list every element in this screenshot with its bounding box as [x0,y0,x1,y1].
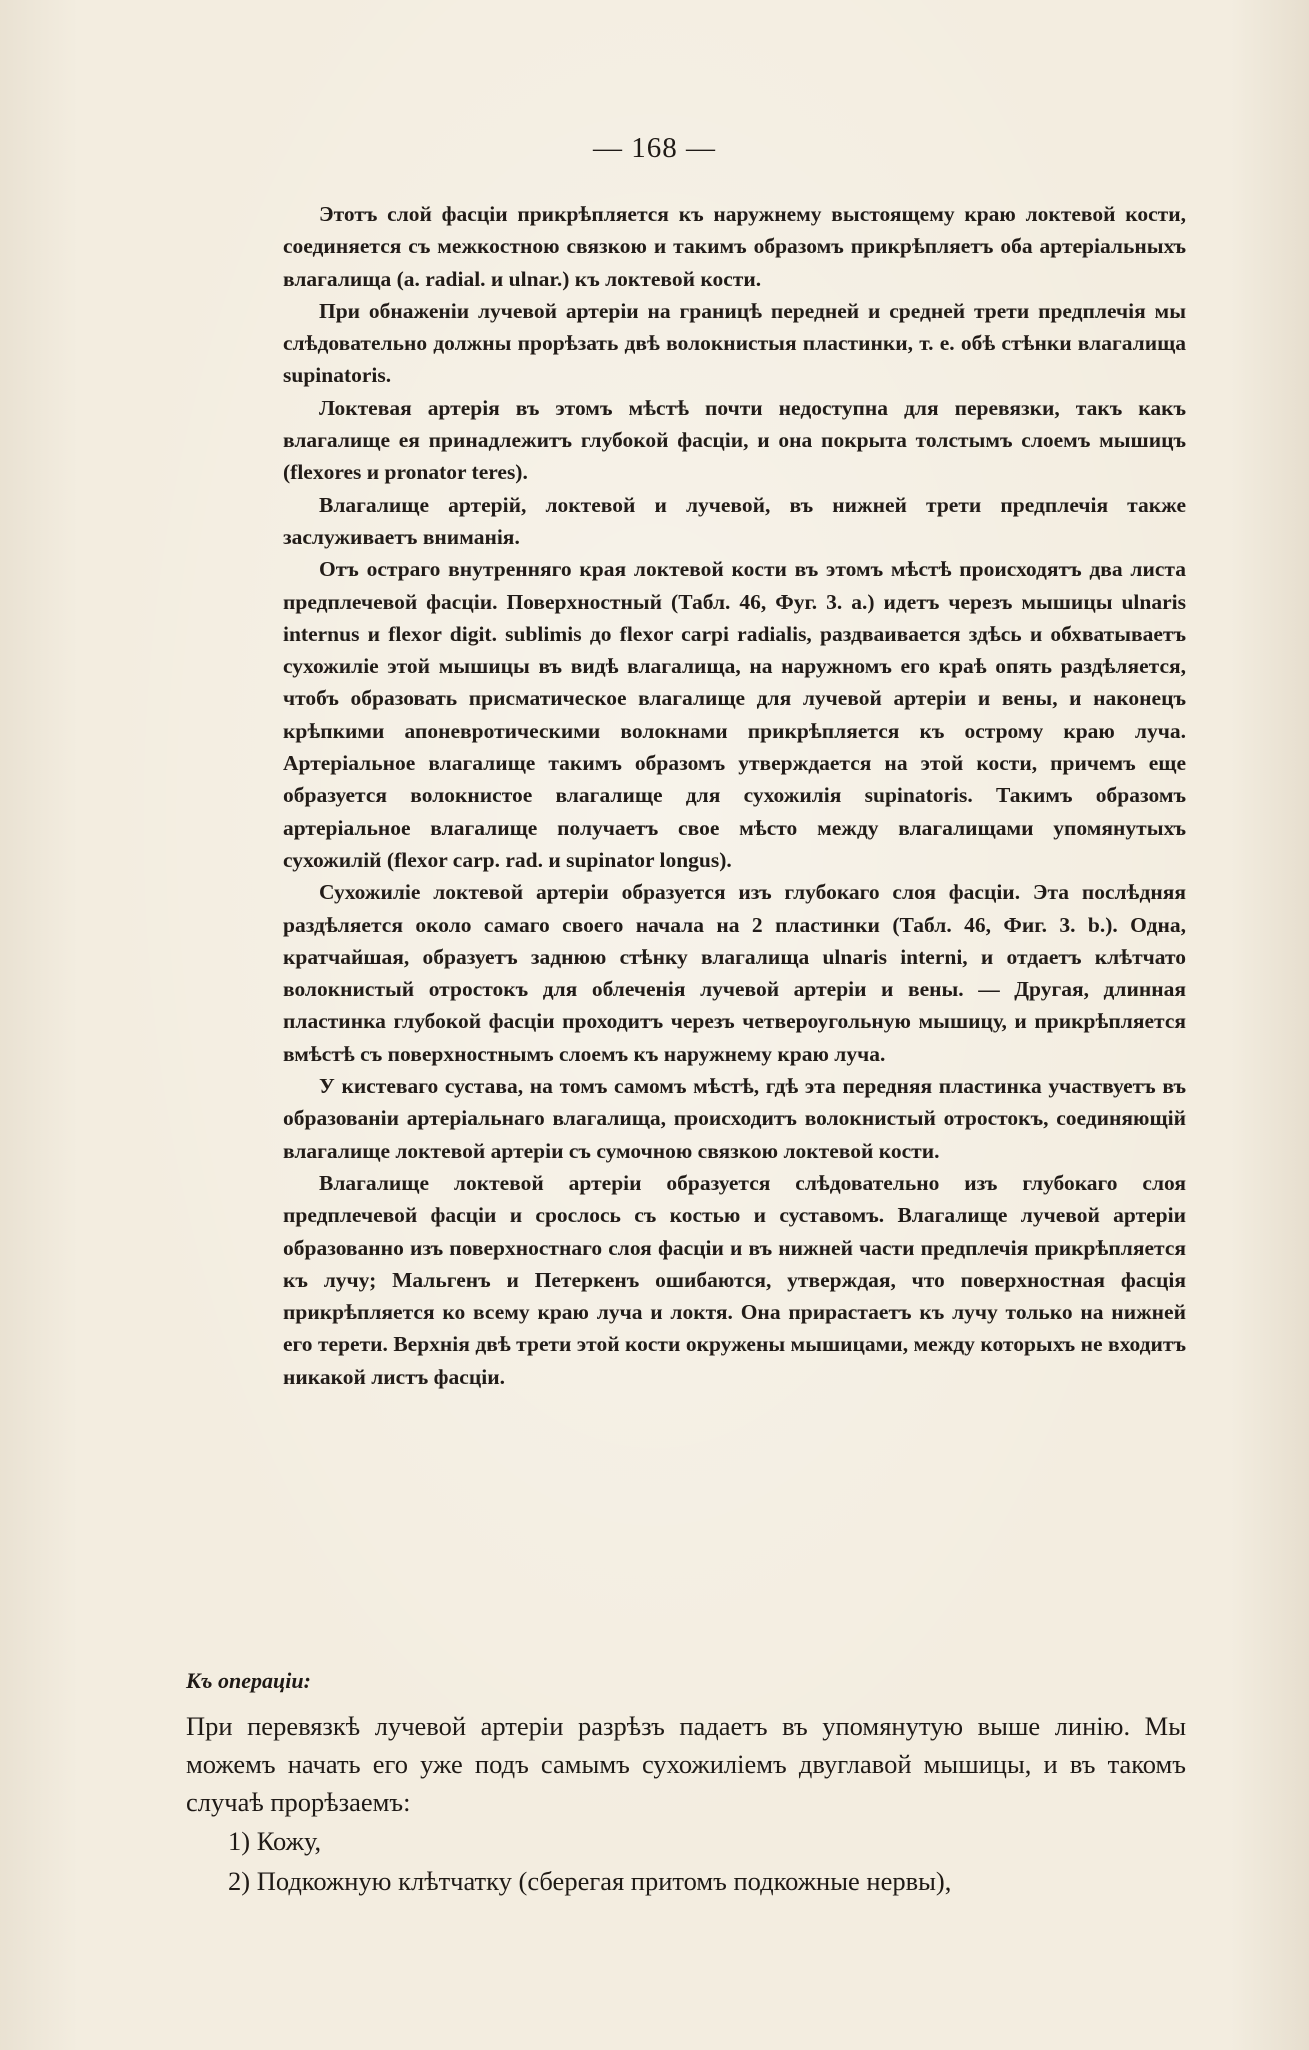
paragraph-ulnar-artery: Локтевая артерія въ этомъ мѣстѣ почти недоступна для перевязки, такъ какъ влагалище ея принадлежитъ глубокой фасціи, и она покрыта толстымъ слоемъ мышицъ (flexores и pronator teres). [283,395,1186,485]
paragraph-wrist-joint: У кистеваго сустава, на томъ самомъ мѣстѣ, гдѣ эта передняя пластинка участвуетъ въ образованіи артеріальнаго влагалища, происходитъ волокнистый отростокъ, соединяющій влагалище локтевой артеріи съ сумочною связкою локтевой кости. [283,1074,1186,1163]
paragraph-fascia-leaves: Отъ остраго внутренняго края локтевой кости въ этомъ мѣстѣ происходятъ два листа предплечевой фасціи. Поверхностный (Табл. 46, Фуг. 3. a.) идетъ черезъ мышицы ulnaris internus и flexor digit. sublimis до flexor carpi radialis, раздваивается здѣсь и обхватываетъ сухожиліе этой мышицы въ видѣ влагалища, на наружномъ его краѣ опять раздѣляется, чтобъ образовать присматическое влагалище для лучевой артеріи и вены, и наконецъ крѣпкими апоневротическими волокнами прикрѣпляется къ острому краю луча. Артеріальное влагалище такимъ образомъ утверждается на этой кости, причемъ еще образуется волокнистое влагалище для сухожилія supinatoris. Такимъ образомъ артеріальное влагалище получаетъ свое мѣсто между влагалищами упомянутыхъ сухожилій (flexor carp. rad. и supinator longus). [283,557,1186,872]
paragraph-radial-artery-exposure: При обнаженіи лучевой артеріи на границѣ передней и средней трети предплечія мы слѣдовательно должны прорѣзать двѣ волокнистыя пластинки, т. е. обѣ стѣнки влагалища supinatoris. [283,298,1186,388]
paragraph-ulnar-tendon: Сухожиліе локтевой артеріи образуется изъ глубокаго слоя фасціи. Эта послѣдняя раздѣляется около самаго своего начала на 2 пластинки (Табл. 46, Фиг. 3. b.). Одна, кратчайшая, образуетъ заднюю стѣнку влагалища ulnaris interni, и отдаетъ клѣтчато волокнистый отростокъ для облеченія лучевой артеріи и вены. — Другая, длинная пластинка глубокой фасціи проходитъ черезъ четвероугольную мышицу, и прикрѣпляется вмѣстѣ съ поверхностнымъ слоемъ къ наружнему краю луча. [283,880,1186,1066]
operation-step: 2) Подкожную клѣтчатку (сберегая притомъ подкожные нервы), [228,1866,952,1896]
operation-step: 1) Кожу, [228,1826,322,1856]
page-number: — 168 — [593,132,716,164]
operation-section [186,1665,1186,1901]
paragraph-artery-sheaths: Влагалище артерій, локтевой и лучевой, въ нижней трети предплечія также заслуживаетъ вниманія. [283,492,1186,549]
operation-intro: При перевязкѣ лучевой артеріи разрѣзъ падаетъ въ упомянутую выше линію. Мы можемъ начать его уже подъ самымъ сухожиліемъ двуглавой мышицы, и въ такомъ случаѣ прорѣзаемъ: [186,1711,1186,1817]
paragraph-fascia-layer: Этотъ слой фасціи прикрѣпляется къ наружнему выстоящему краю локтевой кости, соединяется съ межкостною связкою и такимъ образомъ прикрѣпляетъ оба артеріальныхъ влагалища (a. radial. и ulnar.) къ локтевой кости. [283,202,1186,291]
paragraph-sheath-summary: Влагалище локтевой артеріи образуется слѣдовательно изъ глубокаго слоя предплечевой фасціи и срослось съ костью и суставомъ. Влагалище лучевой артеріи образованно изъ поверхностнаго слоя фасціи и въ нижней части предплечія прикрѣпляется къ лучу; Мальгенъ и Петеркенъ ошибаются, утверждая, что поверхностная фасція прикрѣпляется ко всему краю луча и локтя. Она прирастаетъ къ лучу только на нижней его терети. Верхнія двѣ трети этой кости окружены мышицами, между которыхъ не входитъ никакой листъ фасціи. [283,1170,1186,1389]
operation-heading: Къ операціи: [186,1668,311,1693]
main-text-block [283,198,1186,1393]
operation-steps [186,1821,1186,1901]
